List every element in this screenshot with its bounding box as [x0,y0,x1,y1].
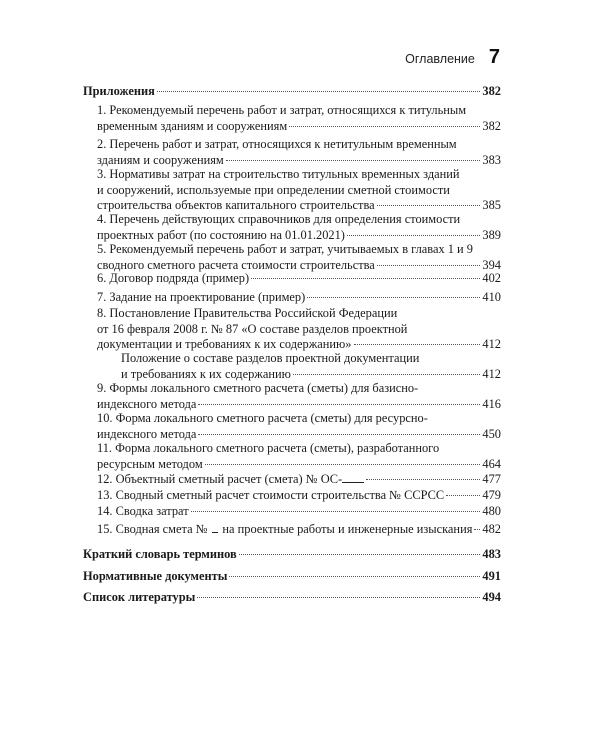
toc-entry-title: Нормативные документы [83,569,228,583]
toc-entry[interactable] [83,351,501,382]
toc-entry[interactable] [83,290,501,306]
blank-field [212,521,219,533]
toc-entry-line: от 16 февраля 2008 г. № 87 «О составе разделов проектной [97,321,408,336]
toc-entry-title: Краткий словарь терминов [83,547,237,561]
toc-page: 464 [482,456,501,471]
toc-leader [289,126,480,127]
toc-entry-line: 12. Объектный сметный расчет (смета) № ОС- [97,472,343,486]
toc-entry-line: временным зданиям и сооружениям [97,118,288,133]
toc-page: 389 [482,227,501,242]
toc-entry-glossary[interactable] [83,547,501,563]
toc-leader [251,278,480,279]
toc-entry-line: строительства объектов капитального строительства [97,198,375,212]
toc-entry-line: 14. Сводка затрат [97,504,189,518]
toc-entry-title: Список литературы [83,590,196,604]
toc-page: 412 [482,366,501,381]
toc-entry[interactable] [83,242,501,273]
toc-page: 410 [482,290,501,304]
toc-entry[interactable] [83,103,501,134]
toc-entry-appendix[interactable] [83,84,501,100]
toc-leader [347,235,480,236]
toc-entry-title: Приложения [83,84,155,98]
running-header [405,46,500,69]
toc-leader [446,495,480,496]
toc-entry[interactable] [83,521,501,538]
toc-entry-line: индексного метода [97,396,197,411]
toc-leader [377,205,481,206]
toc-leader [354,344,481,345]
toc-page: 402 [482,271,501,285]
toc-entry-line: 10. Форма локального сметного расчета (сметы) для ресурсно- [97,411,428,425]
toc-entry-line: 8. Постановление Правительства Российской Федерации [97,306,398,320]
toc-page: 482 [482,522,501,536]
toc-page: 394 [482,257,501,272]
toc-entry-line: 2. Перечень работ и затрат, относящихся к нетитульным временным [97,137,457,151]
toc-entry-line: проектных работ (по состоянию на 01.01.2021) [97,227,345,242]
toc-leader [205,464,481,465]
toc-entry-line: 13. Сводный сметный расчет стоимости строительства № ССРСС [97,488,445,502]
toc-entry-line: зданиям и сооружениям [97,152,224,167]
toc-leader [198,434,480,435]
toc-page: 494 [482,590,501,604]
toc-entry[interactable] [83,471,501,488]
page-number: 7 [488,46,500,68]
toc-page: 412 [482,337,501,351]
toc-page: 450 [482,426,501,441]
toc-entry-line: 9. Формы локального сметного расчета (сметы) для базисно- [97,381,419,395]
toc-page: 416 [482,396,501,411]
toc-page: 483 [482,547,501,561]
toc-entry[interactable] [83,137,501,168]
toc-entry-line: Положение о составе разделов проектной документации [121,351,420,365]
toc-page: 491 [482,569,501,583]
toc-page: 385 [482,198,501,212]
toc-entry-line: индексного метода [97,426,197,441]
toc-page: 479 [482,488,501,502]
toc-entry-line: сводного сметного расчета стоимости строительства [97,257,375,272]
toc-entry-literature[interactable] [83,590,501,606]
toc-leader [239,554,481,555]
toc-page: 382 [482,118,501,133]
toc-entry-line: и сооружений, используемые при определении сметной стоимости [97,182,450,197]
section-title: Оглавление [405,52,475,66]
toc-page: 480 [482,504,501,518]
toc-entry[interactable] [83,271,501,287]
toc-entry-line: 6. Договор подряда (пример) [97,271,250,285]
toc-entry[interactable] [83,411,501,442]
toc-entry-line: документации и требованиях к их содержанию» [97,337,352,351]
blank-field [342,471,364,483]
toc-entry-line: и требованиях к их содержанию [121,366,291,381]
toc-entry-line: ресурсным методом [97,456,203,471]
toc-leader [474,529,480,530]
toc-entry-line: 11. Форма локального сметного расчета (сметы), разработанного [97,441,440,455]
toc-entry-line: 3. Нормативы затрат на строительство титульных временных зданий [97,167,460,181]
toc-entry-line: 15. Сводная смета № [97,522,208,536]
toc-entry[interactable] [83,504,501,520]
toc-entry-norms[interactable] [83,569,501,585]
toc-leader [377,265,481,266]
toc-leader [307,297,480,298]
toc-leader [229,576,480,577]
toc-entry[interactable] [83,306,501,353]
toc-leader [226,160,481,161]
toc-leader [198,404,480,405]
toc-page: 383 [482,152,501,167]
toc-entry-line: 1. Рекомендуемый перечень работ и затрат, относящихся к титульным [97,103,467,117]
toc-entry-line: 7. Задание на проектирование (пример) [97,290,306,304]
toc-leader [191,511,481,512]
toc-entry[interactable] [83,488,501,504]
toc-entry[interactable] [83,212,501,243]
toc-leader [157,91,481,92]
toc-entry-line: 4. Перечень действующих справочников для определения стоимости [97,212,461,226]
toc-page: 477 [482,472,501,486]
toc-entry[interactable] [83,167,501,214]
toc-page: 382 [482,84,501,98]
toc-entry[interactable] [83,381,501,412]
toc-entry[interactable] [83,441,501,472]
toc-leader [197,597,480,598]
toc-leader [366,479,480,480]
toc-entry-line: 5. Рекомендуемый перечень работ и затрат, учитываемых в главах 1 и 9 [97,242,473,256]
toc-leader [293,374,481,375]
toc-entry-line: на проектные работы и инженерные изыскания [222,522,473,536]
